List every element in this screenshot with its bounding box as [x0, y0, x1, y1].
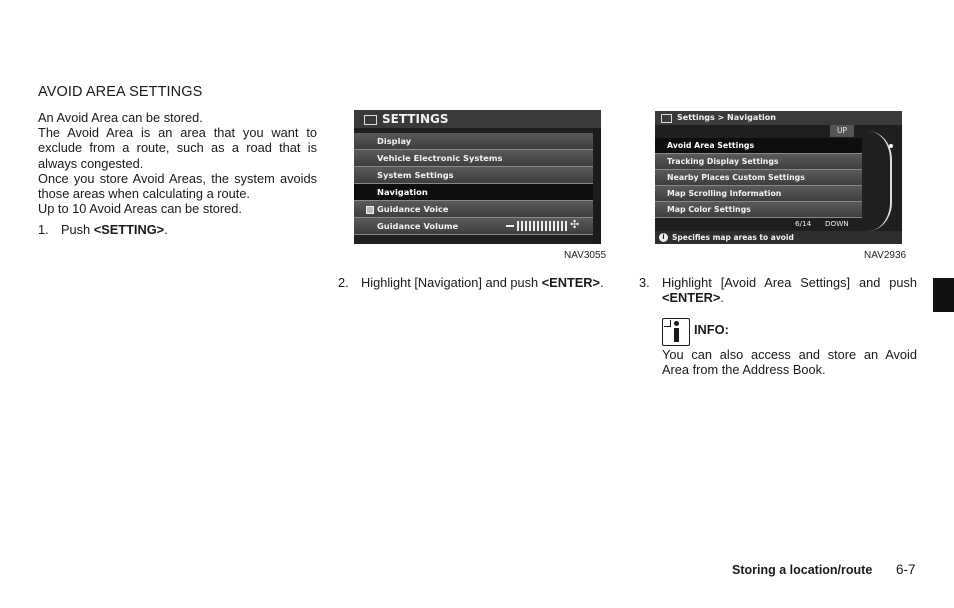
step-key: <ENTER> — [541, 275, 601, 290]
menu-item-guidance-volume[interactable] — [354, 218, 593, 235]
step-3 — [639, 275, 917, 305]
menu-icon — [661, 114, 672, 123]
checkbox-icon — [366, 206, 374, 214]
breadcrumb: Settings > Navigation — [677, 113, 776, 122]
step-2 — [338, 275, 618, 290]
step-key: <SETTING> — [93, 222, 165, 237]
menu-item-label: Avoid Area Settings — [667, 141, 755, 150]
volume-level-bars — [517, 221, 569, 231]
chapter-tab — [933, 278, 954, 312]
menu-icon — [364, 115, 377, 125]
intro-paragraph: Once you store Avoid Areas, the system avoids those areas when calculating a route. — [38, 170, 317, 202]
intro-text — [38, 110, 317, 216]
step-pre: Highlight [Avoid Area Settings] and push — [662, 275, 917, 290]
screen-frame-edge — [593, 128, 601, 244]
step-post: . — [164, 222, 168, 237]
intro-paragraph: An Avoid Area can be stored. — [38, 110, 203, 125]
menu-item-avoid-area-settings[interactable] — [655, 138, 862, 154]
step-number: 1. — [38, 222, 49, 237]
step-1 — [38, 222, 317, 237]
menu-item-vehicle-electronic-systems[interactable] — [354, 150, 593, 167]
plus-icon: ✣ — [570, 218, 580, 231]
menu-item-display[interactable] — [354, 133, 593, 150]
menu-item-system-settings[interactable] — [354, 167, 593, 184]
menu-item-label: Guidance Volume — [377, 221, 459, 231]
hint-bar — [655, 231, 902, 244]
up-button[interactable]: UP — [830, 125, 854, 137]
menu-item-label: Nearby Places Custom Settings — [667, 173, 805, 182]
settings-screen — [354, 110, 601, 244]
footer-section-title: Storing a location/route — [732, 563, 873, 577]
info-icon-glyph — [672, 321, 681, 342]
menu-item-guidance-voice[interactable] — [354, 201, 593, 218]
menu-item-map-scrolling-information[interactable] — [655, 186, 862, 202]
figure-caption: NAV3055 — [564, 250, 607, 261]
menu-item-label: Guidance Voice — [377, 204, 449, 214]
menu-item-label: Map Scrolling Information — [667, 189, 782, 198]
menu-item-label: Navigation — [377, 187, 428, 197]
down-button[interactable] — [793, 217, 858, 230]
menu-item-navigation[interactable] — [354, 184, 593, 201]
section-heading: AVOID AREA SETTINGS — [38, 84, 203, 100]
navigation-settings-screen — [655, 111, 902, 244]
step-text — [361, 275, 604, 290]
minus-icon — [506, 225, 514, 227]
info-icon-corner — [664, 320, 671, 327]
down-label: DOWN — [825, 219, 849, 228]
info-icon: i — [659, 233, 668, 242]
volume-slider[interactable] — [506, 218, 580, 231]
step-pre: Highlight [Navigation] and push — [361, 275, 542, 290]
step-number: 2. — [338, 275, 349, 290]
info-label: INFO: — [694, 322, 729, 337]
step-key: <ENTER> — [662, 290, 721, 305]
scroll-position-icon — [889, 144, 893, 148]
step-text — [61, 222, 168, 237]
page-indicator: 6/14 — [795, 219, 812, 228]
menu-item-label: Tracking Display Settings — [667, 157, 779, 166]
menu-item-label: System Settings — [377, 170, 454, 180]
hint-text: Specifies map areas to avoid — [672, 233, 794, 242]
step-post: . — [720, 290, 724, 305]
step-post: . — [600, 275, 604, 290]
menu-item-label: Vehicle Electronic Systems — [377, 153, 503, 163]
settings-title-bar — [354, 110, 601, 128]
settings-title: SETTINGS — [382, 112, 449, 126]
page-number: 6-7 — [896, 562, 916, 577]
step-text — [662, 275, 917, 305]
step-pre: Push — [61, 222, 94, 237]
intro-paragraph: The Avoid Area is an area that you want to exclude from a route, such as a road that is always congested. — [38, 125, 317, 171]
menu-item-tracking-display-settings[interactable] — [655, 154, 862, 170]
menu-item-map-color-settings[interactable] — [655, 202, 862, 218]
menu-item-label: Display — [377, 136, 412, 146]
figure-caption: NAV2936 — [864, 250, 907, 261]
breadcrumb-bar — [655, 111, 902, 125]
step-number: 3. — [639, 275, 650, 290]
info-icon — [662, 318, 690, 346]
info-text: You can also access and store an Avoid Area from the Address Book. — [662, 347, 917, 378]
menu-item-label: Map Color Settings — [667, 205, 751, 214]
intro-paragraph: Up to 10 Avoid Areas can be stored. — [38, 201, 242, 217]
menu-item-nearby-places-custom-settings[interactable] — [655, 170, 862, 186]
